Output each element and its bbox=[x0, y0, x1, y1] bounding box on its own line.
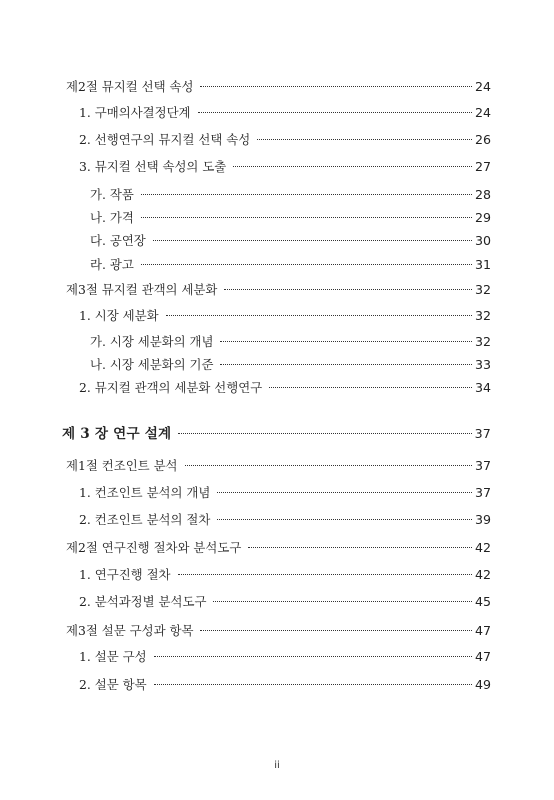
dot-leader bbox=[141, 264, 472, 265]
toc-entry-section-3-audience-segmentation bbox=[66, 282, 491, 298]
toc-entry-advertising bbox=[90, 257, 491, 273]
toc-entry-page: 27 bbox=[474, 159, 491, 174]
dot-leader bbox=[220, 341, 471, 342]
toc-entry-page: 47 bbox=[474, 649, 491, 664]
dot-leader bbox=[166, 315, 472, 316]
toc-entry-label: 1. 시장 세분화 bbox=[79, 308, 159, 323]
toc-entry-section-3-survey-structure bbox=[66, 623, 491, 639]
toc-entry-label: 제1절 컨조인트 분석 bbox=[66, 458, 178, 473]
toc-entry-analysis-tools bbox=[79, 594, 491, 610]
toc-entry-label: 라. 광고 bbox=[90, 257, 134, 272]
toc-entry-conjoint-concept bbox=[79, 485, 491, 501]
toc-entry-label: 1. 설문 구성 bbox=[79, 649, 147, 664]
toc-entry-label: 1. 연구진행 절차 bbox=[79, 567, 171, 582]
dot-leader bbox=[141, 217, 472, 218]
toc-entry-label: 1. 구매의사결정단계 bbox=[79, 105, 191, 120]
toc-entry-label: 제2절 뮤지컬 선택 속성 bbox=[66, 79, 194, 94]
dot-leader bbox=[213, 601, 472, 602]
dot-leader bbox=[269, 387, 472, 388]
toc-entry-label: 제 3 장 연구 설계 bbox=[62, 426, 172, 442]
toc-entry-page: 37 bbox=[474, 485, 491, 500]
dot-leader bbox=[200, 630, 472, 631]
toc-entry-section-2-musical-selection-attributes bbox=[66, 79, 491, 95]
toc-entry-page: 42 bbox=[474, 540, 491, 555]
dot-leader bbox=[154, 684, 472, 685]
toc-entry-segmentation-concept bbox=[90, 334, 491, 350]
dot-leader bbox=[220, 364, 471, 365]
toc-entry-chapter-3-research-design bbox=[62, 426, 491, 442]
toc-entry-label: 다. 공연장 bbox=[90, 233, 146, 248]
toc-entry-page: 42 bbox=[474, 567, 491, 582]
toc-entry-label: 2. 설문 항목 bbox=[79, 677, 147, 692]
page-number: ii bbox=[274, 760, 280, 771]
toc-entry-survey-items bbox=[79, 677, 491, 693]
dot-leader bbox=[185, 465, 472, 466]
toc-entry-page: 37 bbox=[474, 426, 491, 441]
toc-entry-page: 31 bbox=[474, 257, 491, 272]
toc-entry-page: 30 bbox=[474, 233, 491, 248]
toc-entry-page: 32 bbox=[474, 282, 491, 297]
toc-entry-label: 2. 선행연구의 뮤지컬 선택 속성 bbox=[79, 132, 251, 147]
toc-entry-page: 28 bbox=[474, 187, 491, 202]
toc-entry-derivation-of-selection-attributes bbox=[79, 159, 491, 175]
toc-entry-label: 가. 시장 세분화의 개념 bbox=[90, 334, 214, 349]
dot-leader bbox=[178, 433, 471, 434]
toc-entry-page: 24 bbox=[474, 79, 491, 94]
toc-entry-purchase-decision-stage bbox=[79, 105, 491, 121]
toc-entry-audience-segmentation-prior-research bbox=[79, 380, 491, 396]
dot-leader bbox=[224, 289, 472, 290]
dot-leader bbox=[141, 194, 472, 195]
toc-entry-venue bbox=[90, 233, 491, 249]
toc-entry-label: 나. 가격 bbox=[90, 210, 134, 225]
toc-entry-research-procedure bbox=[79, 567, 491, 583]
toc-entry-label: 2. 뮤지컬 관객의 세분화 선행연구 bbox=[79, 380, 263, 395]
toc-entry-label: 2. 컨조인트 분석의 절차 bbox=[79, 512, 211, 527]
dot-leader bbox=[154, 656, 472, 657]
toc-entry-price bbox=[90, 210, 491, 226]
toc-entry-page: 49 bbox=[474, 677, 491, 692]
toc-entry-section-2-procedure-and-tools bbox=[66, 540, 491, 556]
toc-entry-prior-research-selection-attributes bbox=[79, 132, 491, 148]
toc-entry-label: 2. 분석과정별 분석도구 bbox=[79, 594, 207, 609]
dot-leader bbox=[217, 492, 472, 493]
toc-entry-market-segmentation bbox=[79, 308, 491, 324]
dot-leader bbox=[178, 574, 472, 575]
toc-entry-page: 37 bbox=[474, 458, 491, 473]
dot-leader bbox=[200, 86, 472, 87]
toc-entry-page: 32 bbox=[474, 308, 491, 323]
toc-entry-survey-structure bbox=[79, 649, 491, 665]
dot-leader bbox=[248, 547, 472, 548]
toc-entry-work bbox=[90, 187, 491, 203]
toc-entry-label: 1. 컨조인트 분석의 개념 bbox=[79, 485, 211, 500]
toc-entry-segmentation-criteria bbox=[90, 357, 491, 373]
toc-entry-label: 제3절 설문 구성과 항목 bbox=[66, 623, 194, 638]
toc-entry-section-1-conjoint-analysis bbox=[66, 458, 491, 474]
toc-entry-page: 26 bbox=[474, 132, 491, 147]
toc-entry-label: 제2절 연구진행 절차와 분석도구 bbox=[66, 540, 242, 555]
toc-entry-label: 3. 뮤지컬 선택 속성의 도출 bbox=[79, 159, 227, 174]
toc-entry-page: 34 bbox=[474, 380, 491, 395]
toc-entry-page: 24 bbox=[474, 105, 491, 120]
toc-entry-conjoint-procedure bbox=[79, 512, 491, 528]
toc-entry-page: 32 bbox=[474, 334, 491, 349]
toc-entry-label: 제3절 뮤지컬 관객의 세분화 bbox=[66, 282, 218, 297]
toc-entry-label: 가. 작품 bbox=[90, 187, 134, 202]
dot-leader bbox=[153, 240, 472, 241]
dot-leader bbox=[198, 112, 472, 113]
toc-entry-page: 47 bbox=[474, 623, 491, 638]
dot-leader bbox=[217, 519, 472, 520]
toc-entry-page: 39 bbox=[474, 512, 491, 527]
dot-leader bbox=[233, 166, 472, 167]
dot-leader bbox=[257, 139, 472, 140]
toc-entry-page: 45 bbox=[474, 594, 491, 609]
toc-entry-label: 나. 시장 세분화의 기준 bbox=[90, 357, 214, 372]
toc-entry-page: 29 bbox=[474, 210, 491, 225]
toc-entry-page: 33 bbox=[474, 357, 491, 372]
